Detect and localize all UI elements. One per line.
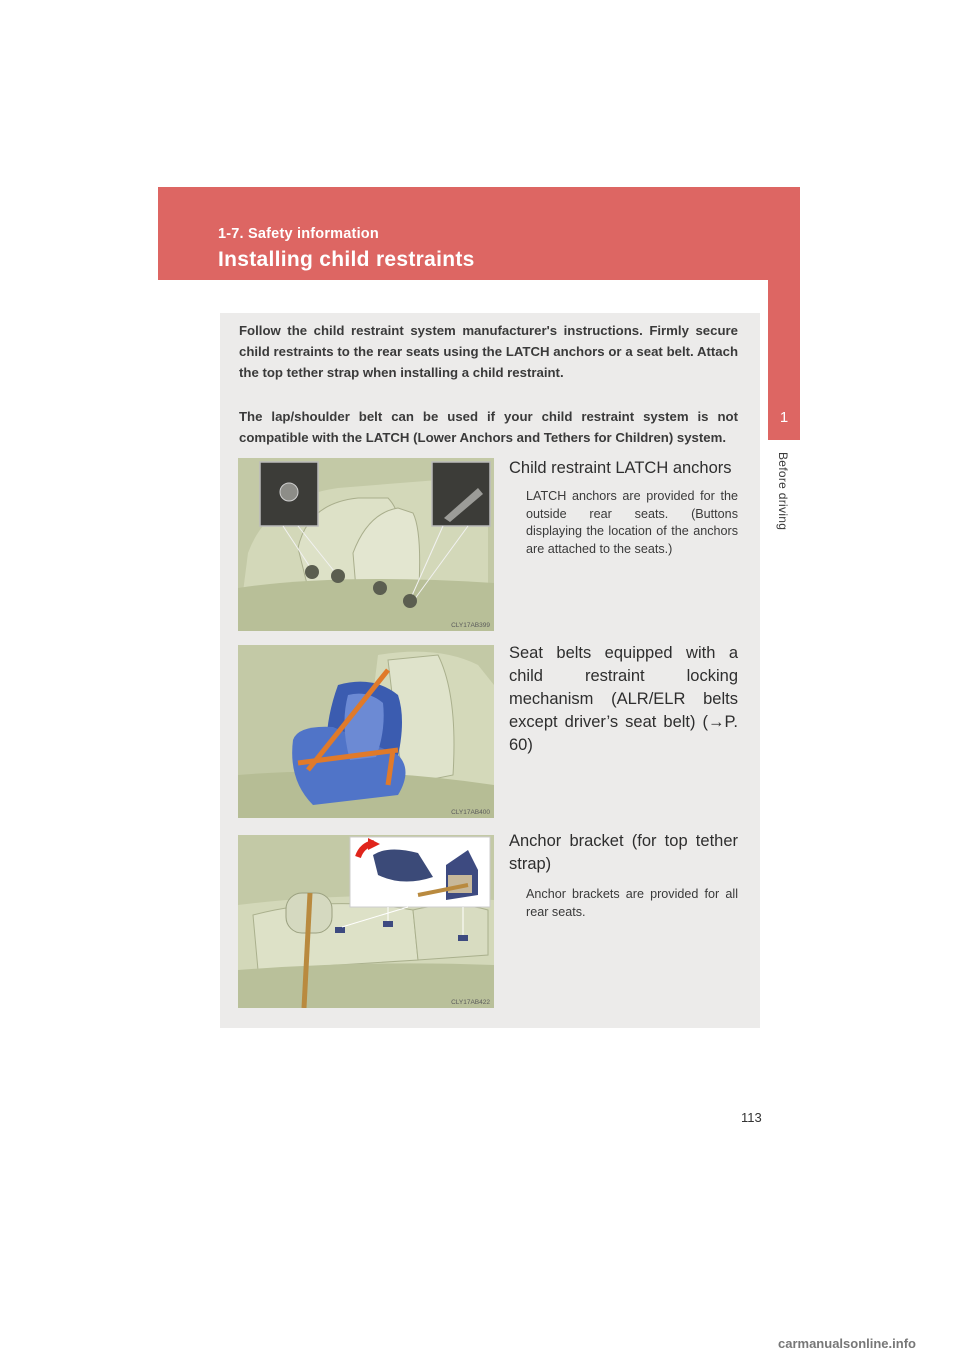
chapter-tab[interactable] <box>768 187 800 440</box>
intro-paragraph-1: Follow the child restraint system manufacturer's instructions. Firmly secure child restraints to the rear seats using the LATCH anchors or a seat belt. Attach the top tether strap when installing a child restraint. <box>239 323 738 380</box>
child-seat-belt-figure <box>238 645 494 818</box>
section-label: 1-7. Safety information <box>218 226 379 242</box>
page-title: Installing child restraints <box>218 248 475 271</box>
watermark: carmanualsonline.info <box>778 1336 916 1351</box>
anchor-bracket-text: Anchor brackets are provided for all rear seats. <box>526 887 738 919</box>
latch-anchors-text: LATCH anchors are provided for the outside rear seats. (Buttons displaying the location of the anchors are attached to the seats.) <box>526 489 738 556</box>
figure-code: CLY17AB422 <box>451 999 490 1006</box>
anchor-bracket-heading: Anchor bracket (for top tether strap) <box>509 832 738 873</box>
intro-paragraph-2: The lap/shoulder belt can be used if your child restraint system is not compatible with the LATCH (Lower Anchors and Tethers for Children) system. <box>239 409 738 445</box>
page-number: 113 <box>741 1110 762 1125</box>
figure-code: CLY17AB400 <box>451 809 490 816</box>
chapter-tab-number: 1 <box>779 409 789 426</box>
latch-anchors-heading: Child restraint LATCH anchors <box>509 459 732 477</box>
figure-code: CLY17AB399 <box>451 622 490 629</box>
locking-belt-heading: Seat belts equipped with a child restraint locking mechanism (ALR/ELR belts except driver’s seat belt) (→P. 60) <box>509 644 738 754</box>
chapter-tab-label: Before driving <box>776 452 790 531</box>
latch-anchors-figure <box>238 458 494 631</box>
anchor-bracket-figure <box>238 835 494 1008</box>
